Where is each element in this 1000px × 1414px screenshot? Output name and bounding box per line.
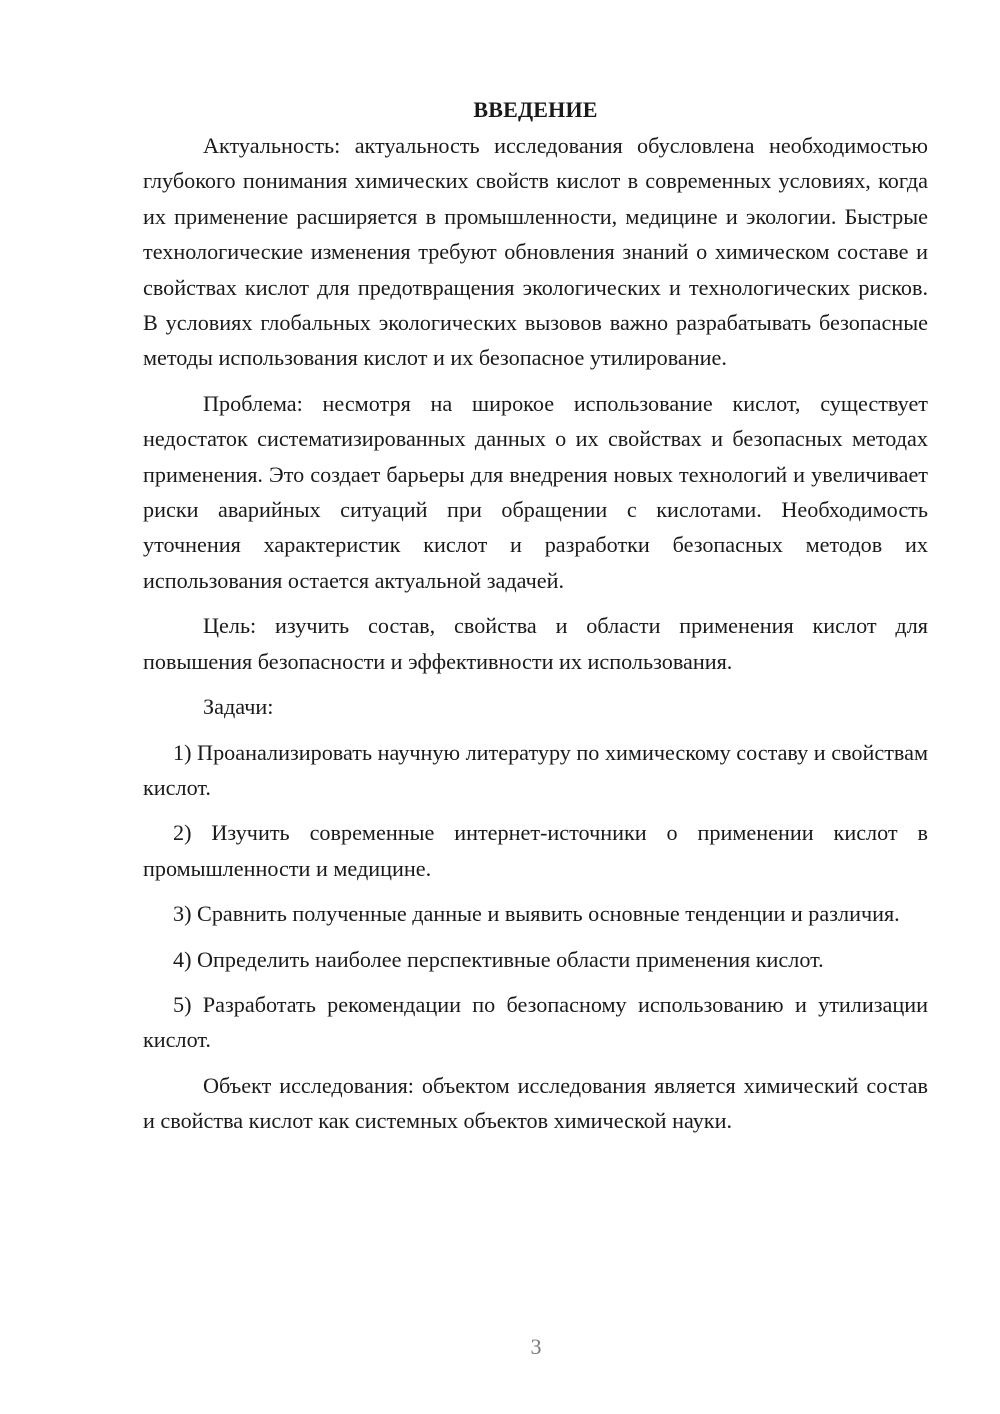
document-page <box>143 92 928 1139</box>
tasks-heading: Задачи: <box>203 694 274 720</box>
page-number: 3 <box>530 1334 542 1359</box>
problem-paragraph: Проблема: несмотря на широкое использование кислот, существует недостаток систематизированных данных о их свойствах и безопасных методах применения. Это создает барьеры для внедрения новых технологий и увеличивает риски аварийных ситуаций при обращении с кислотами. Необходимость уточнения характеристик кислот и разработки безопасных методов их использования остается актуальной задачей. <box>143 390 928 593</box>
list-item: 2) Изучить современные интернет-источники о применении кислот в промышленности и медицине. <box>143 820 928 881</box>
page-title: ВВЕДЕНИЕ <box>473 97 598 122</box>
relevance-paragraph: Актуальность: актуальность исследования обусловлена необходимостью глубокого понимания химических свойств кислот в современных условиях, когда их применение расширяется в промышленности, медицине и экологии. Быстрые технологические изменения требуют обновления знаний о химическом составе и свойствах кислот для предотвращения экологических и технологических рисков. В условиях глобальных экологических вызовов важно разрабатывать безопасные методы использования кислот и их безопасное утилирование. <box>143 133 928 371</box>
list-item: 5) Разработать рекомендации по безопасному использованию и утилизации кислот. <box>143 991 928 1053</box>
list-item: 4) Определить наиболее перспективные области применения кислот. <box>173 946 824 972</box>
object-paragraph: Объект исследования: объектом исследования является химический состав и свойства кислот как системных объектов химической науки. <box>143 1072 928 1134</box>
list-item: 1) Проанализировать научную литературу по химическому составу и свойствам кислот. <box>143 739 928 800</box>
goal-paragraph: Цель: изучить состав, свойства и области применения кислот для повышения безопасности и эффективности их использования. <box>143 613 928 674</box>
list-item: 3) Сравнить полученные данные и выявить основные тенденции и различия. <box>173 901 900 927</box>
